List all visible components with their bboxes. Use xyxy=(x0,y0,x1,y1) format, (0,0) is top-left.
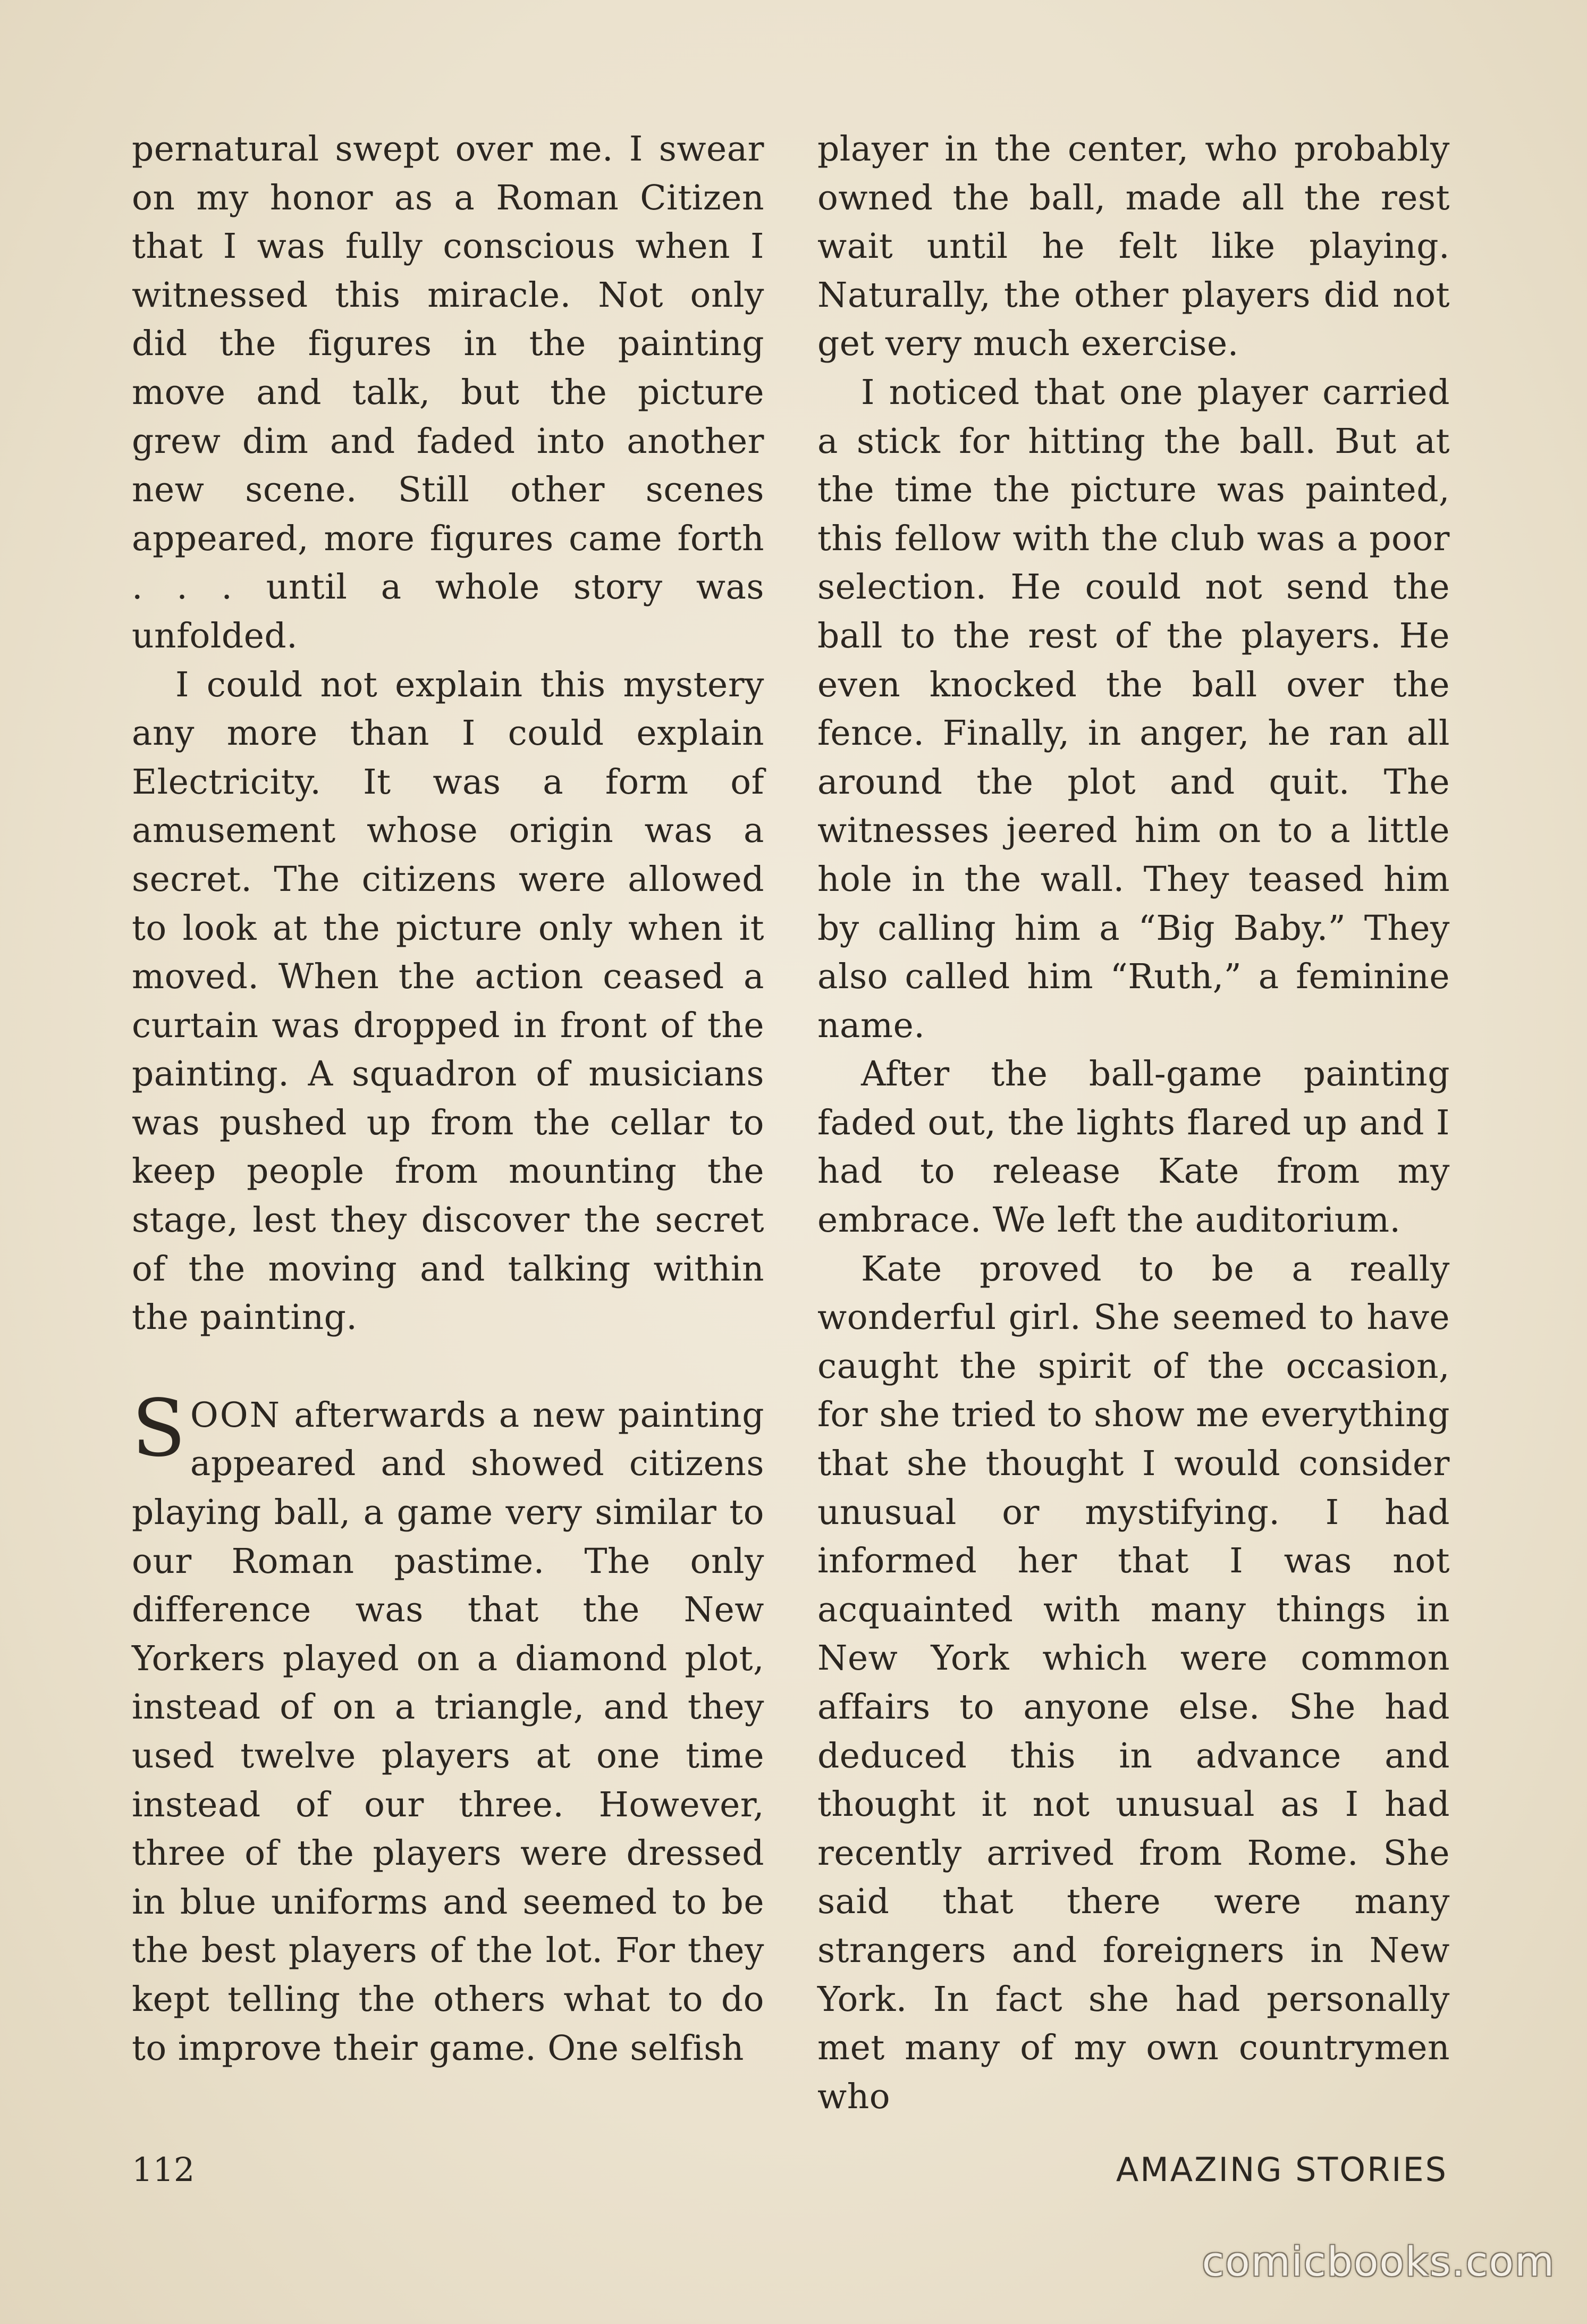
small-caps-lead: OON xyxy=(190,1395,282,1435)
running-title: AMAZING STORIES xyxy=(1116,2150,1448,2189)
page-number: 112 xyxy=(132,2150,195,2189)
right-paragraph-1: player in the center, who probably owned the ball, made all the rest wait until he felt like playing. Naturally, the other players did not get very much exercise. xyxy=(817,129,1450,364)
right-paragraph-2: I noticed that one player carried a stick for hitting the ball. But at the time the picture was painted, this fellow with the club was a poor selection. He could not send the ball to the rest of the players. He even knocked the ball over the fence. Finally, in anger, he ran all around the plot and quit. The witnesses jeered him on to a little hole in the wall. They teased him by calling him a “Big Baby.” They also called him “Ruth,” a feminine name. xyxy=(817,372,1450,1046)
site-watermark: comicbooks.com xyxy=(1202,2238,1555,2285)
right-paragraph-3: After the ball-game painting faded out, the lights flared up and I had to release Kate from my embrace. We left the auditorium. xyxy=(817,1054,1450,1241)
left-column xyxy=(132,125,764,2073)
left-paragraph-1: pernatural swept over me. I swear on my honor as a Roman Citizen that I was fully conscious when I witnessed this miracle. Not only did the figures in the painting move and talk, but the picture grew dim and faded into another new scene. Still other scenes appeared, more figures came forth . . . until a whole story was unfolded. xyxy=(132,129,764,656)
left-paragraph-3 xyxy=(132,1382,764,2073)
left-paragraph-3-body: afterwards a new painting appeared and showed citizens playing ball, a game very similar to our Roman pastime. The only difference was that the New Yorkers played on a diamond plot, instead of on a triangle, and they used twelve players at one time instead of our three. However, three of the players were dressed in blue uniforms and seemed to be the best players of the lot. For they kept telling the others what to do to improve their game. One selfish xyxy=(132,1395,764,2068)
left-paragraph-2: I could not explain this mystery any more than I could explain Electricity. It was a form of amusement whose origin was a secret. The citizens were allowed to look at the picture only when it moved. When the action ceased a curtain was dropped in front of the painting. A squadron of musicians was pushed up from the cellar to keep people from mounting the stage, lest they discover the secret of the moving and talking within the painting. xyxy=(132,664,764,1338)
drop-cap-letter: S xyxy=(132,1382,186,1474)
right-column xyxy=(817,125,1450,2121)
right-paragraph-4: Kate proved to be a really wonderful girl. She seemed to have caught the spirit of the occasion, for she tried to show me everything that she thought I would consider unusual or mystifying. I had informed her that I was not acquainted with many things in New York which were common affairs to anyone else. She had deduced this in advance and thought it not unusual as I had recently arrived from Rome. She said that there were many strangers and foreigners in New York. In fact she had personally met many of my own countrymen who xyxy=(817,1249,1450,2117)
section-break xyxy=(132,1342,764,1391)
